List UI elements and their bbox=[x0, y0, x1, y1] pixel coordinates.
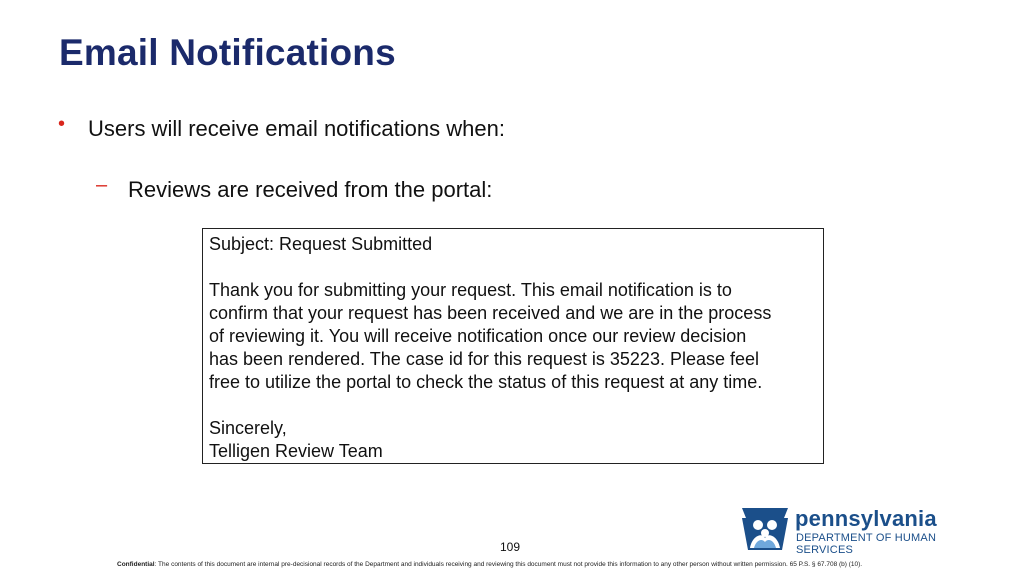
footer-text: : The contents of this document are internal pre-decisional records of the Department and individuals receiving and reviewing this document must not provide this information to any other person without written permission. 65 P.S. § 67.708 (b) (10). bbox=[154, 561, 863, 568]
bullet-marker: • bbox=[58, 113, 66, 135]
bullet-level-1 bbox=[58, 114, 505, 144]
bullet-text: Reviews are received from the portal: bbox=[128, 177, 493, 202]
page-number: 109 bbox=[500, 540, 521, 554]
logo-department: DEPARTMENT OF HUMAN SERVICES bbox=[796, 532, 937, 556]
email-body-line: of reviewing it. You will receive notification once our review decision bbox=[209, 326, 747, 346]
pa-dhs-logo bbox=[740, 500, 980, 556]
email-subject: Subject: Request Submitted bbox=[209, 234, 433, 254]
slide-title: Email Notifications bbox=[59, 32, 396, 73]
bullet-text: Users will receive email notifications when: bbox=[88, 116, 505, 141]
bullet-level-2 bbox=[96, 175, 492, 205]
email-body-line: free to utilize the portal to check the status of this request at any time. bbox=[209, 372, 763, 392]
email-example-box bbox=[202, 228, 824, 464]
keystone-family-icon bbox=[740, 502, 790, 552]
email-signature: Telligen Review Team bbox=[209, 441, 383, 461]
email-body-line: has been rendered. The case id for this request is 35223. Please feel bbox=[209, 349, 760, 369]
email-body-line: Thank you for submitting your request. This email notification is to bbox=[209, 280, 732, 300]
footer-label: Confidential bbox=[117, 561, 155, 568]
bullet-marker: – bbox=[96, 174, 108, 196]
email-body-line: confirm that your request has been received and we are in the process bbox=[209, 303, 772, 323]
email-closing: Sincerely, bbox=[209, 418, 287, 438]
confidential-footer bbox=[117, 561, 862, 568]
logo-name: pennsylvania bbox=[795, 506, 937, 531]
